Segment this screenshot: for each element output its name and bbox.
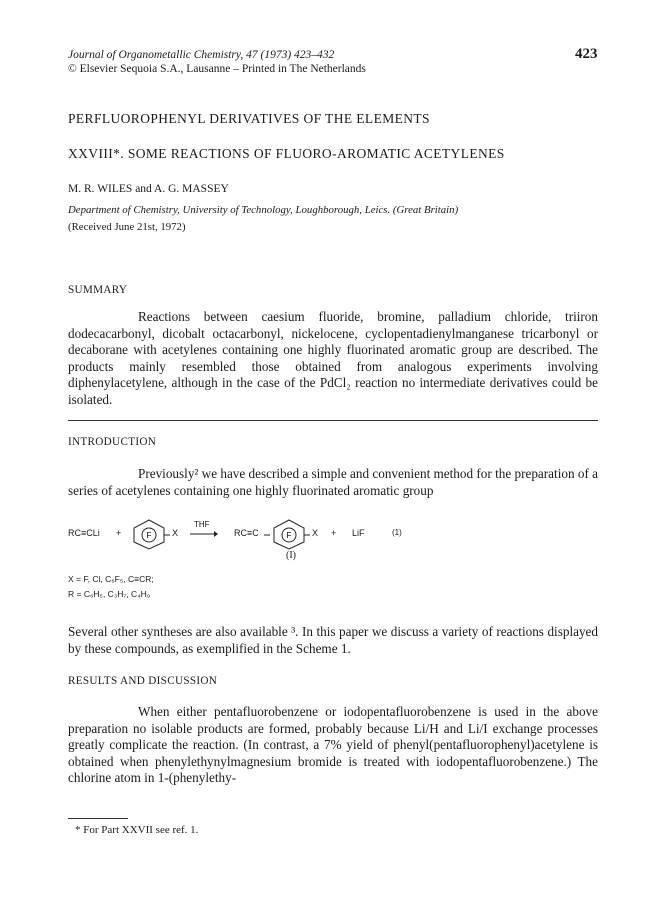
x-definition: X = F, Cl, C₆F₅, C≡CR; (68, 574, 154, 584)
summary-heading: SUMMARY (68, 284, 128, 296)
results-text (68, 704, 598, 787)
results-heading: RESULTS AND DISCUSSION (68, 675, 218, 687)
reaction-scheme (68, 518, 598, 560)
reactant: RC≡CLi (68, 528, 100, 538)
compound-label: (I) (286, 550, 296, 561)
after-scheme-paragraph: Several other syntheses are also available ³. In this paper we discuss a variety of reactions displayed by these compounds, as exemplified in the Scheme 1. (68, 624, 598, 656)
reagent-label: THF (194, 520, 210, 529)
introduction-text (68, 466, 598, 499)
copyright-line: © Elsevier Sequoia S.A., Lausanne – Printed in The Netherlands (68, 63, 366, 75)
journal-citation: Journal of Organometallic Chemistry, 47 (1973) 423–432 (68, 49, 335, 61)
product-left: RC≡C (234, 528, 259, 538)
title-line-1: PERFLUOROPHENYL DERIVATIVES OF THE ELEMENTS (68, 111, 430, 126)
substituent-x-product: X (312, 528, 319, 538)
summary-text (68, 309, 598, 409)
footnote-divider (68, 818, 128, 819)
title-line-2: XXVIII*. SOME REACTIONS OF FLUORO-AROMATIC ACETYLENES (68, 146, 505, 161)
affiliation: Department of Chemistry, University of Technology, Loughborough, Leics. (Great Britain) (68, 204, 459, 216)
received-date: (Received June 21st, 1972) (68, 221, 186, 233)
equation-number: (1) (392, 528, 402, 537)
summary-paragraph: Reactions between caesium fluoride, bromine, palladium chloride, triiron dodecacarbonyl, dicobalt octacarbonyl, nickelocene, cyclopentadienylmanganese tricarbonyl or decaborane with acetylenes containing one highly fluorinated aromatic group are described. The products mainly resembled those obtained from analogous experiments involving diphenylacetylene, although in the case of the PdCl₂ reaction no intermediate derivatives could be isolated. (68, 309, 598, 407)
footnote: * For Part XXVII see ref. 1. (75, 824, 199, 836)
ring-label: F (146, 531, 152, 540)
results-paragraph: When either pentafluorobenzene or iodopentafluorobenzene is used in the above preparation no isolable products are formed, probably because Li/H and Li/I exchange processes greatly complicate the reaction. (In contrast, a 7% yield of phenyl(pentafluorophenyl)acetylene is obtained when phenylethynylmagnesium bromide is treated with iodopentafluorobenzene.) The chlorine atom in 1-(phenylethy- (68, 704, 598, 786)
authors: M. R. WILES and A. G. MASSEY (68, 183, 229, 195)
reaction-arrow-icon (190, 531, 218, 537)
fluoroaryl-ring-product-icon (264, 518, 310, 550)
substituent-x: X (172, 528, 179, 538)
fluoroaryl-ring-icon (128, 518, 170, 550)
page-number: 423 (575, 46, 598, 62)
ring-label-product: F (286, 531, 292, 540)
plus-sign-2: + (331, 528, 337, 538)
introduction-paragraph: Previously² we have described a simple and convenient method for the preparation of a series of acetylenes containing one highly fluorinated aromatic group (68, 466, 598, 498)
introduction-heading: INTRODUCTION (68, 436, 157, 448)
plus-sign: + (116, 528, 122, 538)
byproduct: LiF (352, 528, 365, 538)
r-definition: R = C₆H₅, C₃H₇, C₄H₉ (68, 589, 151, 599)
section-divider (68, 420, 598, 421)
after-scheme-text (68, 624, 598, 657)
